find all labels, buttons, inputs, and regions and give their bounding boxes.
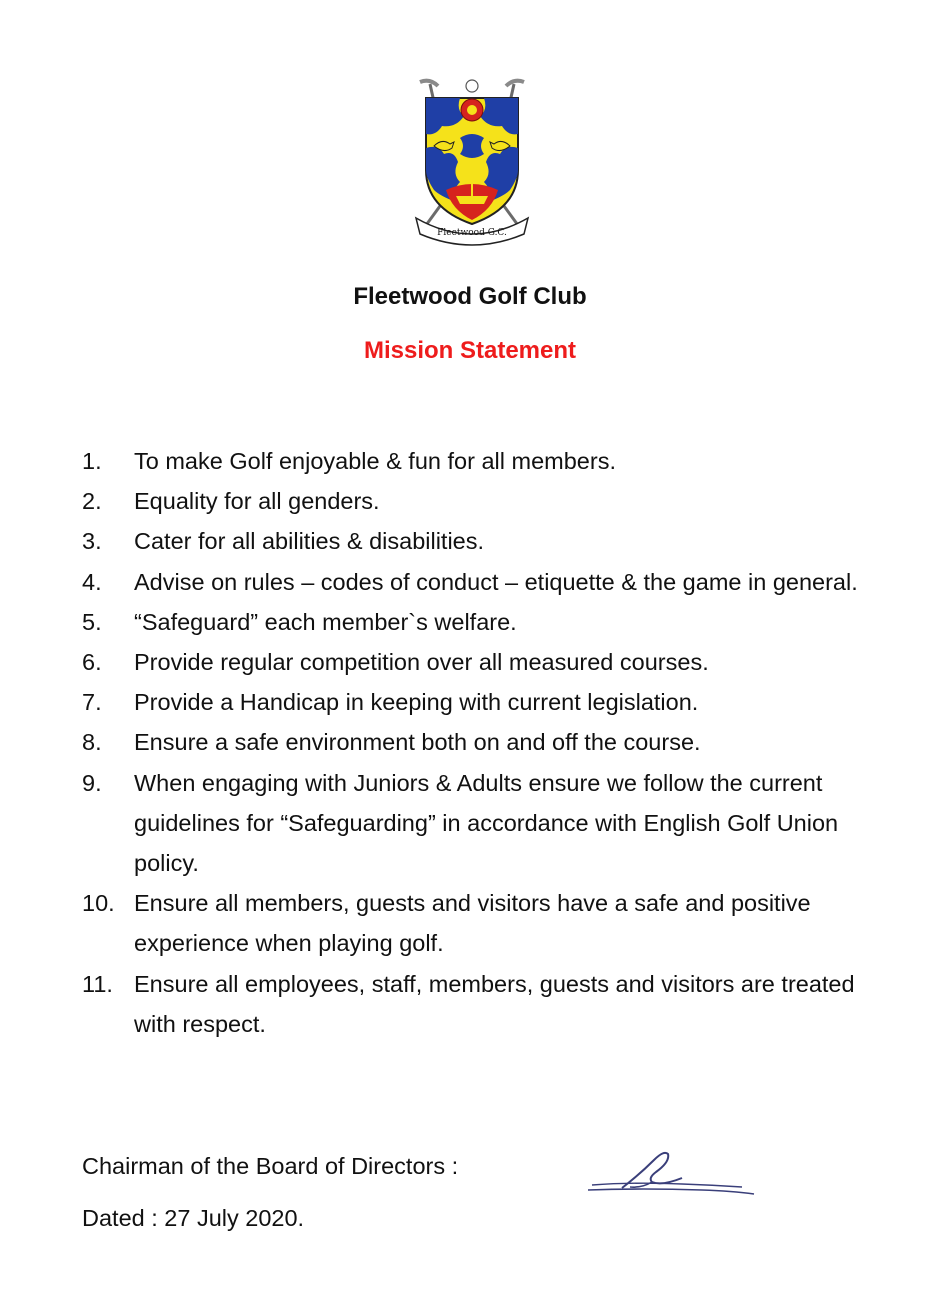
item-text: Advise on rules – codes of conduct – etiquette & the game in general. bbox=[134, 568, 858, 595]
mission-item bbox=[82, 562, 882, 602]
club-crest-logo bbox=[412, 78, 532, 246]
item-number: 7. bbox=[82, 689, 102, 716]
item-text: “Safeguard” each member`s welfare. bbox=[134, 608, 517, 635]
item-text: Cater for all abilities & disabilities. bbox=[134, 528, 485, 555]
crest-icon bbox=[412, 78, 532, 246]
item-text: To make Golf enjoyable & fun for all members. bbox=[134, 448, 616, 474]
mission-item bbox=[82, 521, 882, 561]
item-number: 6. bbox=[82, 649, 102, 676]
mission-statement-heading: Mission Statement bbox=[363, 337, 577, 364]
mission-item bbox=[82, 441, 882, 481]
item-number: 11. bbox=[82, 970, 113, 997]
item-number: 3. bbox=[82, 528, 102, 555]
mission-item bbox=[82, 682, 882, 722]
mission-item bbox=[82, 642, 882, 682]
mission-item bbox=[82, 964, 882, 1044]
item-text: Ensure a safe environment both on and off the course. bbox=[134, 729, 701, 756]
item-text: Provide regular competition over all measured courses. bbox=[134, 649, 709, 676]
chairman-signature bbox=[582, 1138, 762, 1208]
mission-item bbox=[82, 481, 882, 521]
club-name-heading: Fleetwood Golf Club bbox=[353, 283, 587, 310]
item-number: 10. bbox=[82, 890, 115, 917]
item-text: Ensure all employees, staff, members, guests and visitors are treated with respect. bbox=[134, 970, 855, 1037]
dated-line: Dated : 27 July 2020. bbox=[82, 1205, 305, 1231]
item-number: 1. bbox=[82, 448, 102, 474]
signature-icon bbox=[582, 1138, 762, 1208]
item-text: Provide a Handicap in keeping with current legislation. bbox=[134, 689, 699, 716]
item-text: Equality for all genders. bbox=[134, 488, 380, 515]
crest-ribbon-text: Fleetwood G.C. bbox=[437, 228, 507, 238]
item-number: 9. bbox=[82, 769, 102, 796]
item-number: 2. bbox=[82, 488, 102, 515]
mission-list bbox=[82, 441, 882, 1044]
mission-item bbox=[82, 883, 882, 963]
item-text: Ensure all members, guests and visitors have a safe and positive experience when playing golf. bbox=[134, 890, 811, 957]
item-number: 4. bbox=[82, 568, 102, 595]
item-number: 8. bbox=[82, 729, 102, 756]
item-number: 5. bbox=[82, 608, 102, 635]
mission-item bbox=[82, 763, 882, 884]
mission-item bbox=[82, 722, 882, 762]
mission-item bbox=[82, 602, 882, 642]
item-text: When engaging with Juniors & Adults ensure we follow the current guidelines for “Safeguarding” in accordance with English Golf Union policy. bbox=[134, 769, 839, 877]
chairman-label: Chairman of the Board of Directors : bbox=[82, 1153, 459, 1179]
